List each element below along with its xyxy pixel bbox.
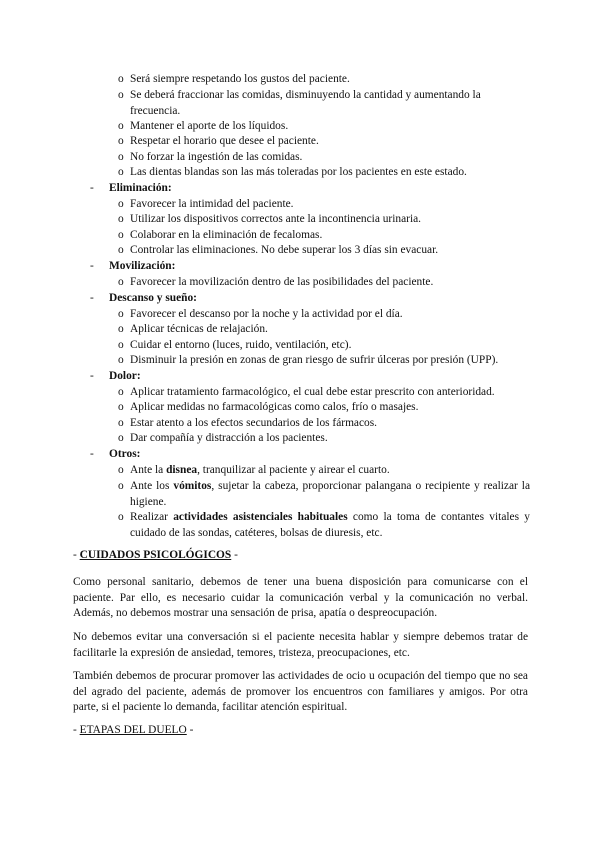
list-item: o Colaborar en la eliminación de fecalomas. [130,228,530,244]
list-item: o Será siempre respetando los gustos del paciente. [130,72,530,88]
bullet-marker: o [118,401,124,413]
bullet-marker: o [118,213,124,225]
bullet-marker: o [118,135,124,147]
list-item: o Respetar el horario que desee el paciente. [130,134,530,150]
section-heading-duelo: - ETAPAS DEL DUELO - [73,724,194,736]
list-item: o Ante la disnea, tranquilizar al paciente y airear el cuarto. [130,463,530,479]
paragraph: Como personal sanitario, debemos de tener una buena disposición para comunicarse con el paciente. Par ello, es necesario cuidar la comunicación verbal y la comunicación no verbal. Además, no debemos mostrar una sensación de prisa, apatía o despreocupación. [73,576,528,620]
bullet-marker: o [118,89,124,101]
list-item: o Aplicar técnicas de relajación. [130,322,530,338]
list-item: o Se deberá fraccionar las comidas, disminuyendo la cantidad y aumentando la frecuencia. [118,89,481,117]
bullet-marker: o [118,151,124,163]
bullet-marker: o [118,120,124,132]
bullet-marker: o [118,354,124,366]
list-item: o Realizar actividades asistenciales habituales como la toma de contantes vitales y cuidado de las sondas, catéteres, bolsas de diuresis, etc. [118,511,530,539]
bullet-marker: o [118,432,124,444]
bullet-marker: o [118,480,124,492]
list-item: o Dar compañía y distracción a los pacientes. [130,431,530,447]
list-item: o No forzar la ingestión de las comidas. [130,150,530,166]
bullet-marker: o [118,511,124,523]
list-item: o Ante los vómitos, sujetar la cabeza, proporcionar palangana o recipiente y realizar la higiene. [118,480,530,508]
list-item: o Mantener el aporte de los líquidos. [130,119,530,135]
paragraph: También debemos de procurar promover las actividades de ocio u ocupación del tiempo que no sea del agrado del paciente, además de promover los encuentros con familiares y amigos. Por otra parte, si el paciente lo demanda, facilitar atención espiritual. [73,670,528,714]
bullet-marker: o [118,73,124,85]
list-item: o Las dientas blandas son las más toleradas por los pacientes en este estado. [130,165,530,181]
section-heading-psicologicos: - CUIDADOS PSICOLÓGICOS - [73,549,238,561]
bullet-marker: o [118,323,124,335]
bullet-marker: o [118,386,124,398]
list-item: o Utilizar los dispositivos correctos ante la incontinencia urinaria. [130,212,530,228]
category-label: Dolor: [109,370,141,382]
list-item: o Aplicar tratamiento farmacológico, el cual debe estar prescrito con anterioridad. [130,385,540,401]
bullet-marker: o [118,198,124,210]
bullet-marker: o [118,166,124,178]
bullet-marker: o [118,229,124,241]
bullet-marker: o [118,244,124,256]
list-item: o Estar atento a los efectos secundarios de los fármacos. [130,416,530,432]
document-page: o Será siempre respetando los gustos del paciente. o Se deberá fraccionar las comidas, disminuyendo la cantidad y aumentando la frecuencia. o Mantener el aporte de los líquidos. o Respetar el horario que desee el paciente. o No forzar la ingestión de las comidas. o Las dientas blandas son las más toleradas por los pacientes en este estado. - Eliminación: o Favorecer la intimidad del paciente. o Utilizar los dispositivos correctos ante la incontinencia urinaria. o Colaborar en la eliminación de fecalomas. o Controlar las eliminaciones. No debe superar los 3 días sin evacuar. - Movilización: o Favorecer la movilización dentro de las posibilidades del paciente. - Descanso y sueño: o Favorecer el descanso por la noche y la actividad por el día. o Aplicar técnicas de relajación. o Cuidar el entorno (luces, ruido, ventilación, etc). o Disminuir la presión en zonas de gran riesgo de sufrir úlceras por presión (UPP). - Dolor: o Aplicar tratamiento farmacológico, el cual debe estar prescrito con anterioridad. o Aplicar medidas no farmacológicas como calos, frío o masajes. o Estar atento a los efectos secundarios de los fármacos. o Dar compañía y distracción a los pacientes. - Otros: o Ante la disnea, tranquilizar al paciente y airear el cuarto. o Ante los vómitos, sujetar la cabeza, proporcionar palangana o recipiente y realizar la higiene. o Realizar actividades asistenciales habituales como la toma de contantes vitales y cuidado de las sondas, catéteres, bolsas de diuresis, etc. - CUIDADOS PSICOLÓGICOS - Como personal sanitario, debemos de tener una buena disposición para comunicarse con el paciente. Par ello, es necesario cuidar la comunicación verbal y la comunicación no verbal. Además, no debemos mostrar una sensación de prisa, apatía o despreocupación. No debemos evitar una conversación si el paciente necesita hablar y siempre debemos tratar de facilitarle la expresión de ansiedad, temores, tristeza, preocupaciones, etc. También debemos de procurar promover las actividades de ocio u ocupación del tiempo que no sea del agrado del paciente, además de promover los encuentros con familiares y amigos. Por otra parte, si el paciente lo demanda, facilitar atención espiritual. - ETAPAS DEL DUELO - [0,0,600,848]
list-item: o Disminuir la presión en zonas de gran riesgo de sufrir úlceras por presión (UPP). [130,353,540,369]
list-item: o Controlar las eliminaciones. No debe superar los 3 días sin evacuar. [130,243,530,259]
paragraph: No debemos evitar una conversación si el paciente necesita hablar y siempre debemos tratar de facilitarle la expresión de ansiedad, temores, tristeza, preocupaciones, etc. [73,631,528,659]
bullet-marker: o [118,339,124,351]
list-item: o Favorecer el descanso por la noche y la actividad por el día. [130,307,530,323]
category-label: Otros: [109,448,141,460]
list-item: o Aplicar medidas no farmacológicas como calos, frío o masajes. [130,400,530,416]
bullet-marker: o [118,276,124,288]
list-item: o Favorecer la movilización dentro de las posibilidades del paciente. [130,275,530,291]
category-label: Eliminación: [109,182,172,194]
category-label: Movilización: [109,260,176,272]
category-label: Descanso y sueño: [109,292,197,304]
bullet-marker: o [118,464,124,476]
list-item: o Cuidar el entorno (luces, ruido, ventilación, etc). [130,338,530,354]
list-item: o Favorecer la intimidad del paciente. [130,197,530,213]
bullet-marker: o [118,417,124,429]
bullet-marker: o [118,308,124,320]
